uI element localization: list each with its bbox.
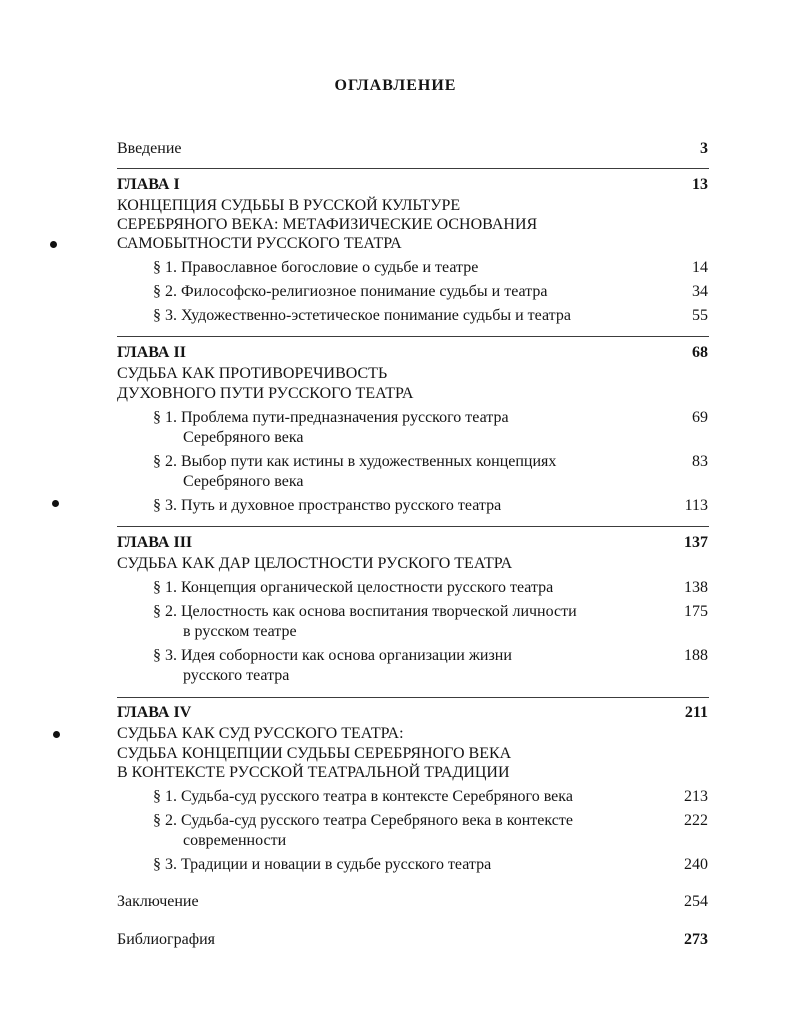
- scan-speck: [52, 500, 59, 507]
- toc-section-page: 175: [684, 603, 708, 620]
- toc-section-page: 34: [692, 283, 708, 300]
- toc-section: § 1. Судьба-суд русского театра в контексте Серебряного века: [153, 788, 573, 805]
- toc-section: § 3. Традиции и новации в судьбе русского театра: [153, 856, 492, 873]
- chapter-4-page: 211: [684, 704, 708, 721]
- toc-section-continuation: Серебряного века: [183, 473, 304, 490]
- toc-section-page: 222: [684, 812, 708, 829]
- divider: [117, 526, 709, 527]
- toc-section: § 3. Идея соборности как основа организации жизни: [153, 647, 512, 664]
- chapter-3-page: 137: [684, 534, 708, 551]
- chapter-1-heading: СЕРЕБРЯНОГО ВЕКА: МЕТАФИЗИЧЕСКИЕ ОСНОВАНИЯ: [117, 216, 538, 233]
- toc-section-page: 83: [692, 453, 708, 470]
- toc-conclusion-page: 254: [684, 893, 708, 910]
- toc-intro-label: Введение: [117, 140, 182, 157]
- toc-section-continuation: русского театра: [183, 667, 290, 684]
- chapter-1-heading: КОНЦЕПЦИЯ СУДЬБЫ В РУССКОЙ КУЛЬТУРЕ: [117, 197, 461, 214]
- chapter-3-label: ГЛАВА III: [117, 534, 193, 551]
- toc-section-continuation: в русском театре: [183, 623, 297, 640]
- toc-section-page: 240: [684, 856, 708, 873]
- chapter-2-heading: ДУХОВНОГО ПУТИ РУССКОГО ТЕАТРА: [117, 385, 414, 402]
- toc-intro-page: 3: [700, 140, 708, 157]
- chapter-1-page: 13: [692, 176, 708, 193]
- toc-section: § 1. Проблема пути-предназначения русского театра: [153, 409, 509, 426]
- toc-section-page: 14: [692, 259, 708, 276]
- toc-section-page: 213: [684, 788, 708, 805]
- toc-section: § 2. Выбор пути как истины в художественных концепциях: [153, 453, 557, 470]
- scan-speck: [50, 241, 57, 248]
- chapter-4-heading: СУДЬБА КОНЦЕПЦИИ СУДЬБЫ СЕРЕБРЯНОГО ВЕКА: [117, 745, 512, 762]
- toc-section-page: 138: [684, 579, 708, 596]
- toc-section: § 3. Художественно-эстетическое понимание судьбы и театра: [153, 307, 571, 324]
- divider: [117, 168, 709, 169]
- toc-section: § 2. Философско-религиозное понимание судьбы и театра: [153, 283, 548, 300]
- toc-section-page: 55: [692, 307, 708, 324]
- toc-section-page: 69: [692, 409, 708, 426]
- chapter-4-label: ГЛАВА IV: [117, 704, 192, 721]
- scan-speck: [53, 731, 60, 738]
- toc-bibliography-page: 273: [684, 931, 708, 948]
- toc-conclusion-label: Заключение: [117, 893, 199, 910]
- toc-section: § 2. Судьба-суд русского театра Серебряного века в контексте: [153, 812, 573, 829]
- chapter-2-label: ГЛАВА II: [117, 344, 186, 361]
- chapter-1-heading: САМОБЫТНОСТИ РУССКОГО ТЕАТРА: [117, 235, 402, 252]
- divider: [117, 697, 709, 698]
- chapter-3-heading: СУДЬБА КАК ДАР ЦЕЛОСТНОСТИ РУСКОГО ТЕАТРА: [117, 555, 513, 572]
- toc-section: § 3. Путь и духовное пространство русского театра: [153, 497, 502, 514]
- toc-section: § 1. Концепция органической целостности русского театра: [153, 579, 554, 596]
- toc-section-page: 188: [684, 647, 708, 664]
- page-title: ОГЛАВЛЕНИЕ: [334, 77, 457, 94]
- toc-section: § 1. Православное богословие о судьбе и театре: [153, 259, 479, 276]
- chapter-2-page: 68: [692, 344, 708, 361]
- chapter-4-heading: В КОНТЕКСТЕ РУССКОЙ ТЕАТРАЛЬНОЙ ТРАДИЦИИ: [117, 764, 510, 781]
- chapter-2-heading: СУДЬБА КАК ПРОТИВОРЕЧИВОСТЬ: [117, 365, 388, 382]
- chapter-4-heading: СУДЬБА КАК СУД РУССКОГО ТЕАТРА:: [117, 725, 404, 742]
- toc-bibliography-label: Библиография: [117, 931, 215, 948]
- toc-section-continuation: Серебряного века: [183, 429, 304, 446]
- toc-section: § 2. Целостность как основа воспитания творческой личности: [153, 603, 577, 620]
- divider: [117, 336, 709, 337]
- chapter-1-label: ГЛАВА I: [117, 176, 180, 193]
- toc-section-page: 113: [684, 497, 708, 514]
- toc-section-continuation: современности: [183, 832, 287, 849]
